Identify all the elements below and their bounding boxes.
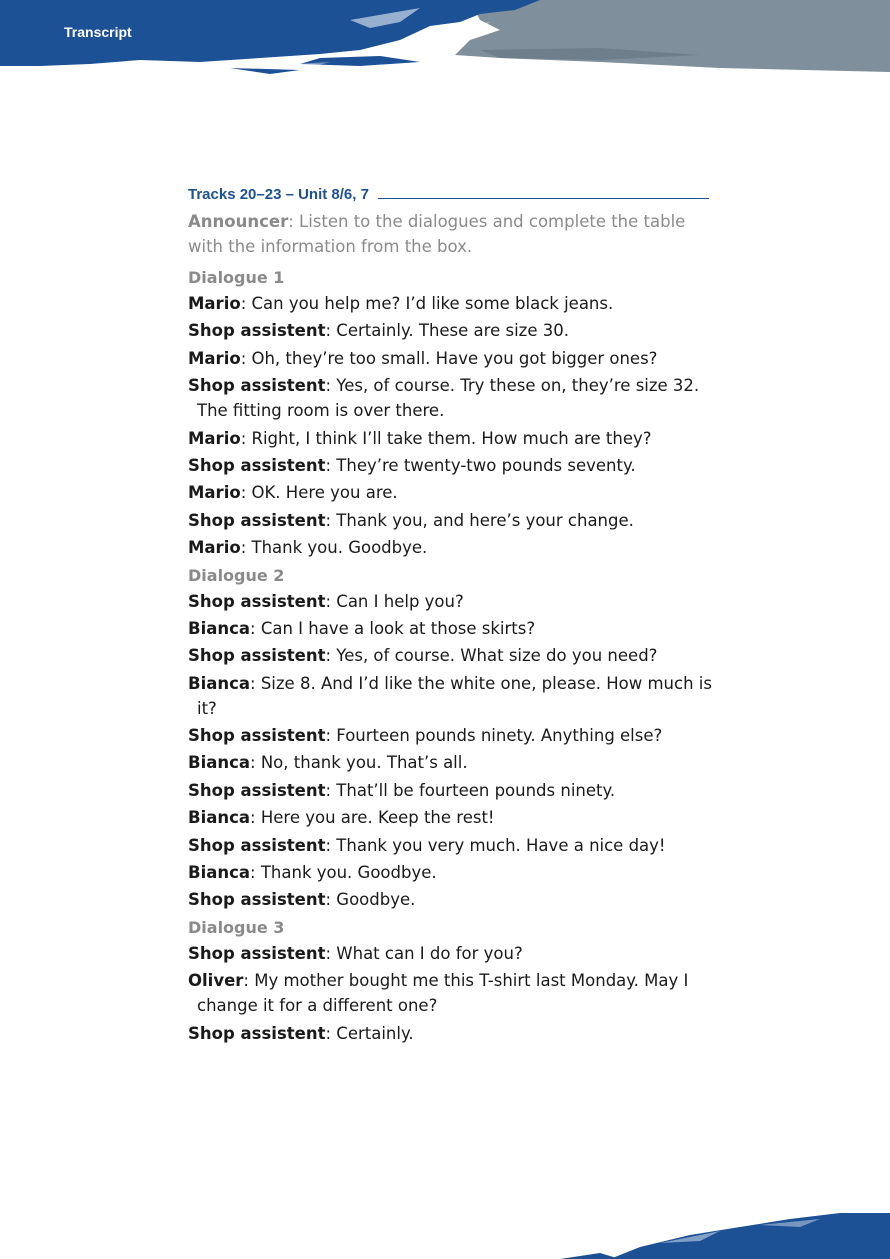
speaker-name: Shop assistent bbox=[188, 943, 326, 963]
dialogue-line bbox=[188, 860, 713, 885]
speaker-name: Bianca bbox=[188, 618, 251, 638]
dialogue-line bbox=[188, 750, 713, 775]
track-title: Tracks 20–23 – Unit 8/6, 7 bbox=[188, 185, 369, 203]
dialogue-line bbox=[188, 805, 713, 830]
speaker-name: Mario bbox=[188, 538, 241, 558]
line-text: : Yes, of course. Try these on, they’re size 32. The fitting room is over there. bbox=[197, 376, 700, 421]
speaker-name: Bianca bbox=[188, 863, 251, 883]
line-text: : Right, I think I’ll take them. How much are they? bbox=[240, 428, 652, 448]
dialogue-line bbox=[188, 1021, 713, 1046]
speaker-name: Bianca bbox=[188, 753, 251, 773]
dialogue-line bbox=[188, 887, 713, 912]
line-text: : Can I have a look at those skirts? bbox=[250, 618, 536, 638]
line-text: : Size 8. And I’d like the white one, please. How much is it? bbox=[197, 673, 712, 718]
announcer-line bbox=[188, 209, 713, 259]
speaker-name: Mario bbox=[188, 428, 241, 448]
line-text: : They’re twenty-two pounds seventy. bbox=[325, 455, 636, 475]
dialogue-line bbox=[188, 616, 713, 641]
speaker-name: Mario bbox=[188, 348, 241, 368]
speaker-name: Mario bbox=[188, 483, 241, 503]
dialogue-title: Dialogue 2 bbox=[188, 565, 285, 585]
speaker-name: Shop assistent bbox=[188, 890, 326, 910]
line-text: : Certainly. These are size 30. bbox=[325, 321, 569, 341]
speaker-name: Shop assistent bbox=[188, 726, 326, 746]
dialogue-title: Dialogue 3 bbox=[188, 917, 285, 937]
announcer-speaker: Announcer bbox=[188, 212, 289, 231]
line-text: : No, thank you. That’s all. bbox=[250, 753, 468, 773]
dialogue-line bbox=[188, 453, 713, 478]
dialogue-line bbox=[188, 941, 713, 966]
dialogues bbox=[188, 265, 713, 1046]
dialogue-line bbox=[188, 833, 713, 858]
speaker-name: Oliver bbox=[188, 971, 244, 991]
bottom-brush-banner bbox=[0, 1199, 890, 1259]
dialogue-line bbox=[188, 589, 713, 614]
line-text: : Thank you. Goodbye. bbox=[250, 863, 437, 883]
line-text: : OK. Here you are. bbox=[240, 483, 398, 503]
speaker-name: Shop assistent bbox=[188, 646, 326, 666]
dialogue-line bbox=[188, 778, 713, 803]
speaker-name: Bianca bbox=[188, 808, 251, 828]
dialogue-line bbox=[188, 291, 713, 316]
line-text: : Yes, of course. What size do you need? bbox=[325, 646, 658, 666]
speaker-name: Mario bbox=[188, 294, 241, 313]
dialogue-line bbox=[188, 643, 713, 668]
header-label: Transcript bbox=[64, 24, 132, 40]
dialogue-line bbox=[188, 508, 713, 533]
speaker-name: Shop assistent bbox=[188, 455, 326, 475]
speaker-name: Shop assistent bbox=[188, 591, 326, 611]
dialogue-line bbox=[188, 968, 713, 1018]
speaker-name: Shop assistent bbox=[188, 321, 326, 341]
line-text: : Can you help me? I’d like some black jeans. bbox=[240, 294, 614, 313]
dialogue-line bbox=[188, 480, 713, 505]
speaker-name: Shop assistent bbox=[188, 510, 326, 530]
line-text: : That’ll be fourteen pounds ninety. bbox=[325, 780, 616, 800]
dialogue-line bbox=[188, 318, 713, 343]
dialogue-line bbox=[188, 346, 713, 371]
line-text: : Goodbye. bbox=[325, 890, 416, 910]
line-text: : What can I do for you? bbox=[325, 943, 523, 963]
line-text: : Fourteen pounds ninety. Anything else? bbox=[325, 726, 663, 746]
heading-rule bbox=[378, 198, 709, 199]
line-text: : Oh, they’re too small. Have you got bigger ones? bbox=[240, 348, 658, 368]
line-text: : Thank you very much. Have a nice day! bbox=[325, 835, 666, 855]
transcript-content bbox=[188, 182, 713, 1048]
speaker-name: Bianca bbox=[188, 673, 251, 693]
line-text: : My mother bought me this T-shirt last Monday. May I change it for a different one? bbox=[197, 971, 689, 1016]
dialogue-line bbox=[188, 671, 713, 721]
track-heading bbox=[188, 182, 713, 206]
line-text: : Thank you, and here’s your change. bbox=[325, 510, 634, 530]
dialogue-title: Dialogue 1 bbox=[188, 268, 285, 287]
speaker-name: Shop assistent bbox=[188, 835, 326, 855]
top-brush-banner bbox=[0, 0, 890, 90]
dialogue-line bbox=[188, 535, 713, 560]
dialogue-line bbox=[188, 723, 713, 748]
line-text: : Certainly. bbox=[325, 1023, 414, 1043]
dialogue-line bbox=[188, 373, 713, 423]
speaker-name: Shop assistent bbox=[188, 1023, 326, 1043]
line-text: : Thank you. Goodbye. bbox=[240, 538, 428, 558]
speaker-name: Shop assistent bbox=[188, 376, 326, 396]
line-text: : Here you are. Keep the rest! bbox=[250, 808, 495, 828]
dialogue-line bbox=[188, 426, 713, 451]
line-text: : Can I help you? bbox=[325, 591, 464, 611]
speaker-name: Shop assistent bbox=[188, 780, 326, 800]
announcer-text: : Listen to the dialogues and complete the table with the information from the box. bbox=[188, 212, 686, 256]
